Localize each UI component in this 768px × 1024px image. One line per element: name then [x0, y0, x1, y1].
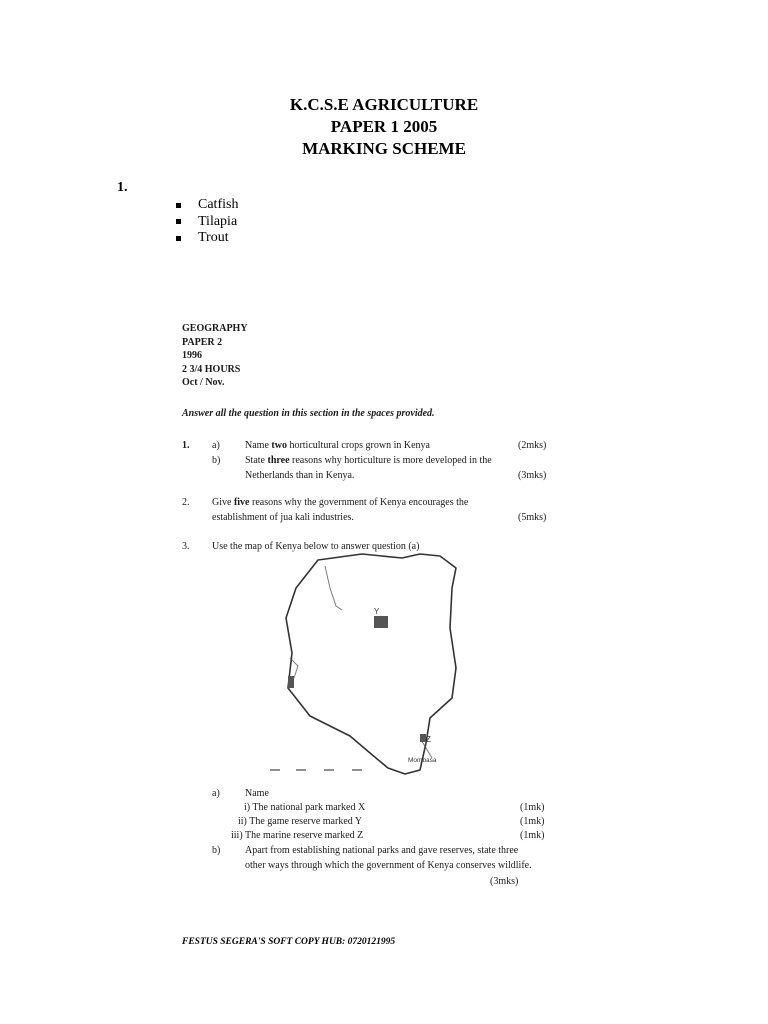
scan-q1-number: 1. — [182, 440, 190, 451]
map-label-z: Z — [426, 735, 431, 744]
kenya-map — [270, 548, 470, 778]
scan-q2-marks: (5mks) — [518, 512, 547, 523]
scan-q1a-label: a) — [212, 440, 220, 451]
scan-q3b-text-2: other ways through which the government of Kenya conserves wildlife. — [245, 860, 532, 871]
scan-q1b-text: State three reasons why horticulture is more developed in the — [245, 455, 492, 466]
scan-q3b-label: b) — [212, 845, 221, 856]
scan-q1a-marks: (2mks) — [518, 440, 547, 451]
answer-text: Catfish — [198, 197, 239, 212]
answer-text: Trout — [198, 230, 229, 245]
header-subject: GEOGRAPHY — [182, 323, 248, 334]
footer-credit: FESTUS SEGERA'S SOFT COPY HUB: 0720121995 — [182, 937, 396, 947]
title-line-3: MARKING SCHEME — [302, 139, 466, 158]
scan-q2-text-2: establishment of jua kali industries. — [212, 512, 354, 523]
scan-q3a-ii: ii) The game reserve marked Y — [238, 816, 363, 827]
answer-text: Tilapia — [198, 213, 238, 229]
scan-q3a-iii: iii) The marine reserve marked Z — [231, 830, 364, 841]
header-paper: PAPER 2 — [182, 336, 223, 348]
map-label-y: Y — [374, 607, 380, 616]
header-duration: 2 3/4 HOURS — [182, 363, 241, 375]
header-year: 1996 — [182, 350, 202, 361]
scan-q1b-text-2: Netherlands than in Kenya. — [245, 470, 355, 481]
scan-q3a-ii-marks: (1mk) — [520, 816, 545, 827]
scan-q2-text: Give five reasons why the government of Kenya encourages the — [212, 497, 469, 508]
scan-q1b-label: b) — [212, 455, 221, 466]
question-1-number: 1. — [117, 180, 128, 195]
scan-q3-text: Use the map of Kenya below to answer question (a) — [212, 541, 420, 552]
scan-q3a-label: a) — [212, 788, 220, 799]
scan-header — [182, 322, 248, 390]
scan-q3a-name: Name — [245, 788, 269, 799]
scan-q1b-marks: (3mks) — [518, 470, 547, 481]
instruction: Answer all the question in this section in the spaces provided. — [182, 408, 435, 419]
scan-q2-number: 2. — [182, 497, 190, 508]
header-session: Oct / Nov. — [182, 377, 225, 388]
scan-q1a-text: Name two horticultural crops grown in Kenya — [245, 440, 430, 451]
map-label-city: Mombasa — [408, 757, 437, 764]
scan-q3b-text: Apart from establishing national parks and gave reserves, state three — [245, 845, 519, 856]
scan-q3a-iii-marks: (1mk) — [520, 830, 545, 841]
title-line-1: K.C.S.E AGRICULTURE — [289, 95, 479, 114]
scan-q3a-i: i) The national park marked X — [244, 802, 366, 813]
scan-q3b-marks: (3mks) — [490, 876, 519, 887]
title-line-2: PAPER 1 2005 — [330, 117, 438, 136]
scan-q3a-i-marks: (1mk) — [520, 802, 545, 813]
scan-q3-number: 3. — [182, 541, 190, 552]
